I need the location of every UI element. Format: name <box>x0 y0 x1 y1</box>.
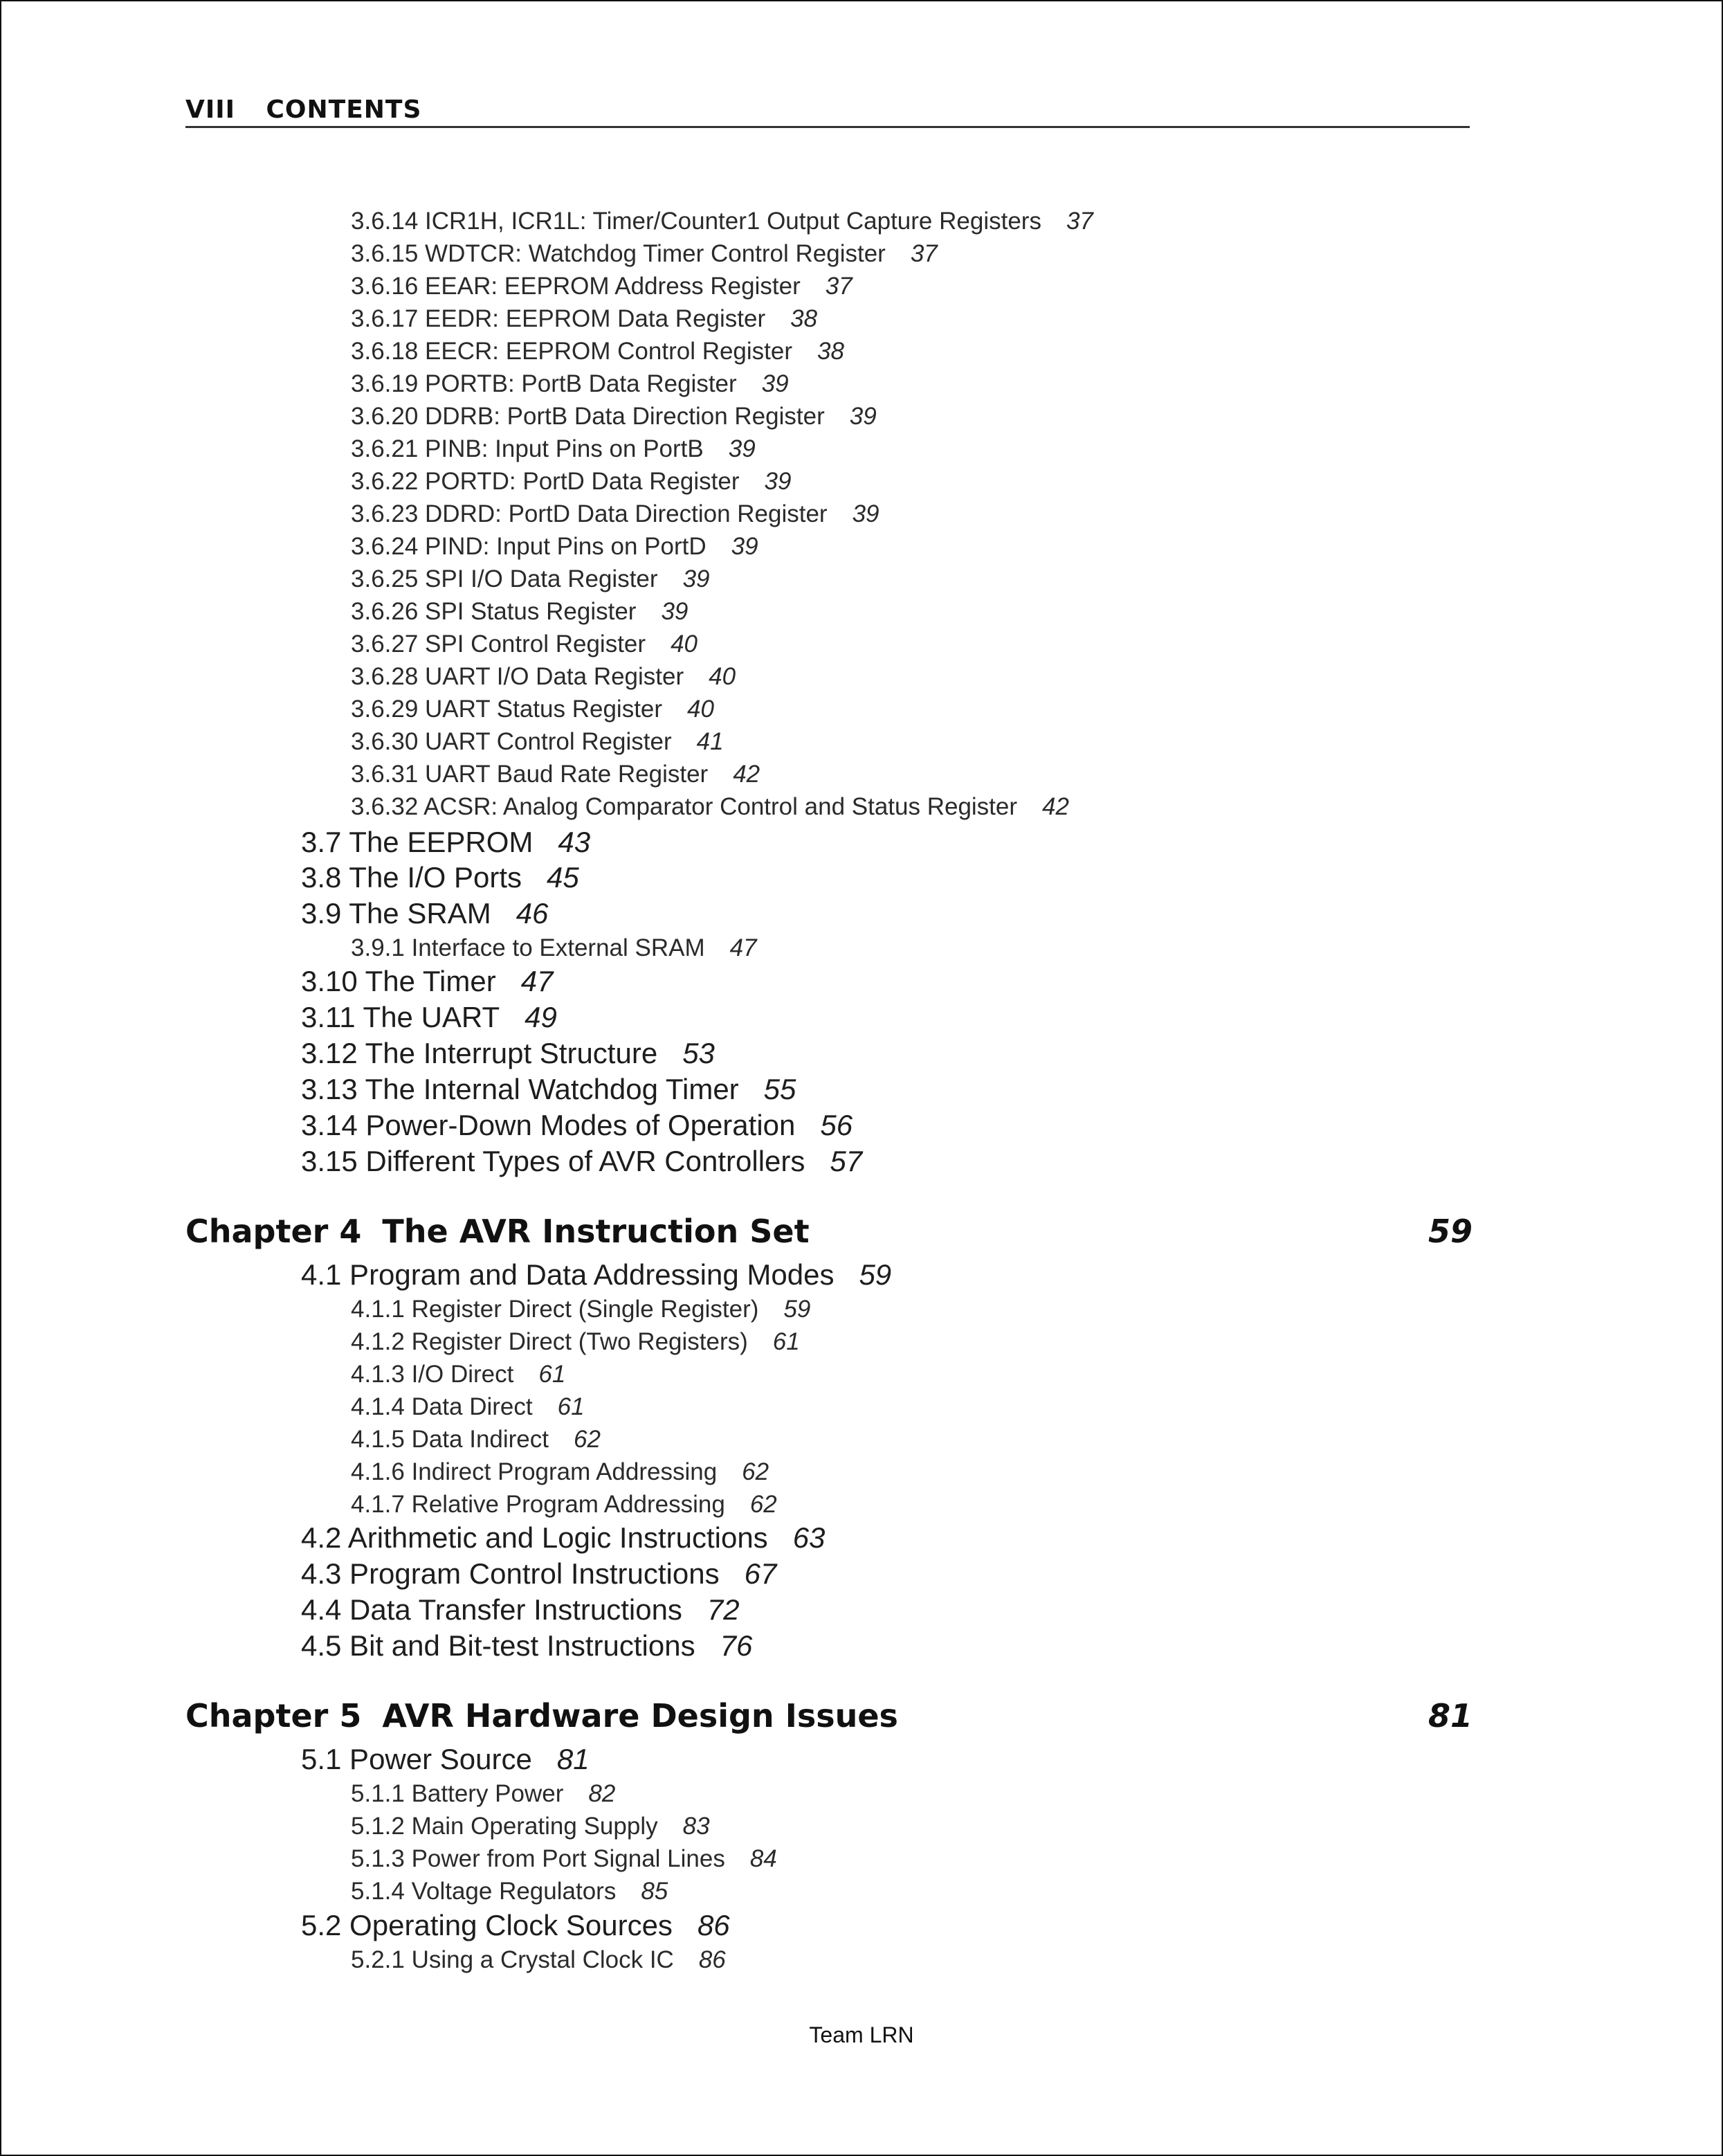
toc-entry-title: 4.1.7 Relative Program Addressing <box>351 1491 725 1518</box>
chapter-label: Chapter 5 <box>185 1697 362 1734</box>
toc-entry-title: 3.6.26 SPI Status Register <box>351 598 637 625</box>
toc-entry-page: 37 <box>910 240 938 267</box>
toc-entry-title: 3.6.22 PORTD: PortD Data Register <box>351 468 740 495</box>
toc-entry-page: 63 <box>792 1521 826 1554</box>
toc-entry[interactable] <box>301 897 548 930</box>
toc-entry[interactable] <box>301 1037 715 1070</box>
toc-entry[interactable] <box>351 696 714 723</box>
toc-entry-page: 86 <box>697 1909 730 1941</box>
toc-entry[interactable] <box>301 1145 862 1178</box>
toc-entry-title: 3.6.31 UART Baud Rate Register <box>351 761 709 788</box>
toc-entry-title: 3.6.30 UART Control Register <box>351 728 672 755</box>
toc-entry-title: 5.1.2 Main Operating Supply <box>351 1813 658 1840</box>
toc-entry[interactable] <box>301 861 579 894</box>
toc-entry-title: 3.6.32 ACSR: Analog Comparator Control and Status Register <box>351 793 1018 820</box>
toc-entry[interactable] <box>351 370 789 398</box>
toc-entry[interactable] <box>351 1296 810 1323</box>
toc-entry-title: 5.1.1 Battery Power <box>351 1780 564 1807</box>
toc-entry-title: 4.1.6 Indirect Program Addressing <box>351 1458 718 1485</box>
toc-entry-title: 3.12 The Interrupt Structure <box>301 1037 658 1069</box>
toc-entry[interactable] <box>351 273 853 300</box>
toc-entry-page: 39 <box>661 598 689 625</box>
chapter-page: 81 <box>1428 1697 1473 1734</box>
toc-entry-page: 39 <box>728 435 756 462</box>
chapter-title: The AVR Instruction Set <box>382 1213 810 1250</box>
toc-entry[interactable] <box>351 1458 769 1486</box>
toc-entry[interactable] <box>351 1393 585 1421</box>
toc-entry[interactable] <box>351 533 758 561</box>
toc-entry-page: 39 <box>764 468 792 495</box>
chapter-heading[interactable] <box>185 1213 1473 1250</box>
header-title: CONTENTS <box>266 96 422 124</box>
toc-entry-title: 3.10 The Timer <box>301 965 496 997</box>
toc-entry[interactable] <box>351 793 1069 821</box>
toc-entry-title: 3.15 Different Types of AVR Controllers <box>301 1145 805 1177</box>
toc-entry-page: 62 <box>574 1426 601 1453</box>
toc-entry-page: 40 <box>671 631 698 658</box>
toc-entry[interactable] <box>351 1845 777 1873</box>
toc-entry-title: 4.1.4 Data Direct <box>351 1393 533 1420</box>
toc-entry-title: 3.14 Power-Down Modes of Operation <box>301 1109 796 1141</box>
toc-entry-page: 81 <box>556 1743 590 1775</box>
toc-entry-page: 76 <box>720 1629 753 1662</box>
toc-entry-title: 3.6.27 SPI Control Register <box>351 631 646 658</box>
footer-credit: Team LRN <box>809 2022 914 2047</box>
toc-entry-page: 39 <box>852 500 879 527</box>
toc-entry-title: 3.6.25 SPI I/O Data Register <box>351 565 658 592</box>
toc-entry-page: 43 <box>558 826 591 858</box>
toc-entry-page: 39 <box>731 533 758 560</box>
toc-entry[interactable] <box>351 435 756 463</box>
toc-entry[interactable] <box>351 338 844 365</box>
toc-entry-title: 3.6.21 PINB: Input Pins on PortB <box>351 435 704 462</box>
chapter-label: Chapter 4 <box>185 1213 362 1250</box>
toc-entry[interactable] <box>351 631 698 658</box>
toc-entry-page: 57 <box>830 1145 863 1177</box>
toc-entry-page: 83 <box>682 1813 710 1840</box>
toc-entry[interactable] <box>351 1426 601 1453</box>
toc-entry[interactable] <box>301 1073 796 1106</box>
toc-entry-title: 3.7 The EEPROM <box>301 826 534 858</box>
toc-entry-page: 59 <box>859 1258 892 1291</box>
toc-entry-page: 67 <box>744 1557 777 1590</box>
toc-entry-title: 4.1.1 Register Direct (Single Register) <box>351 1296 759 1323</box>
toc-entry[interactable] <box>301 826 590 859</box>
toc-entry[interactable] <box>351 1878 668 1905</box>
toc-entry[interactable] <box>301 1629 752 1663</box>
toc-entry-title: 4.1 Program and Data Addressing Modes <box>301 1258 835 1291</box>
toc-entry[interactable] <box>351 1328 800 1356</box>
toc-entry-page: 55 <box>763 1073 796 1105</box>
toc-entry-page: 61 <box>557 1393 585 1420</box>
toc-entry-page: 82 <box>588 1780 616 1807</box>
toc-entry-page: 53 <box>682 1037 715 1069</box>
toc-entry[interactable] <box>351 663 736 691</box>
toc-entry-page: 40 <box>687 696 714 723</box>
toc-entry-page: 86 <box>698 1946 726 1973</box>
toc-entry-title: 4.2 Arithmetic and Logic Instructions <box>301 1521 768 1554</box>
toc-entry-title: 3.6.23 DDRD: PortD Data Direction Register <box>351 500 828 527</box>
toc-entry-title: 4.1.3 I/O Direct <box>351 1361 514 1388</box>
toc-entry-page: 40 <box>709 663 736 690</box>
toc-entry[interactable] <box>351 598 688 626</box>
toc-entry-title: 4.1.5 Data Indirect <box>351 1426 549 1453</box>
toc-entry[interactable] <box>351 1361 565 1388</box>
toc-entry-title: 4.3 Program Control Instructions <box>301 1557 720 1590</box>
page-number-roman: VIII <box>185 96 236 124</box>
toc-entry-page: 59 <box>783 1296 811 1323</box>
toc-entry-title: 5.2 Operating Clock Sources <box>301 1909 673 1941</box>
toc-entry[interactable] <box>351 468 791 496</box>
toc-entry[interactable] <box>351 934 757 962</box>
toc-entry-title: 5.2.1 Using a Crystal Clock IC <box>351 1946 674 1973</box>
toc-entry-page: 61 <box>772 1328 800 1355</box>
toc-entry-title: 3.8 The I/O Ports <box>301 861 522 894</box>
toc-entry-page: 56 <box>820 1109 853 1141</box>
toc-entry-title: 4.1.2 Register Direct (Two Registers) <box>351 1328 748 1355</box>
chapter-heading[interactable] <box>185 1697 1473 1734</box>
toc-entry[interactable] <box>351 1491 777 1519</box>
toc-entry-title: 5.1 Power Source <box>301 1743 532 1775</box>
toc-entry-title: 3.6.17 EEDR: EEPROM Data Register <box>351 305 766 332</box>
toc-entry[interactable] <box>351 500 879 528</box>
toc-entry-page: 42 <box>1042 793 1069 820</box>
toc-entry-page: 46 <box>516 897 549 930</box>
toc-entry[interactable] <box>351 761 760 788</box>
toc-entry-title: 3.13 The Internal Watchdog Timer <box>301 1073 739 1105</box>
toc-entry-page: 85 <box>641 1878 668 1905</box>
toc-entry-title: 3.6.18 EECR: EEPROM Control Register <box>351 338 793 365</box>
toc-entry-title: 4.5 Bit and Bit-test Instructions <box>301 1629 695 1662</box>
toc-entry-page: 47 <box>520 965 554 997</box>
toc-entry[interactable] <box>351 565 710 593</box>
toc-entry-page: 37 <box>825 273 853 300</box>
toc-entry[interactable] <box>301 1909 730 1942</box>
toc-entry-title: 3.6.19 PORTB: PortB Data Register <box>351 370 737 397</box>
toc-entry-page: 45 <box>547 861 579 894</box>
toc-entry-title: 3.6.16 EEAR: EEPROM Address Register <box>351 273 801 300</box>
toc-entry-page: 49 <box>525 1001 557 1033</box>
toc-entry[interactable] <box>351 403 877 431</box>
toc-entry[interactable] <box>301 1743 590 1776</box>
toc-entry-page: 38 <box>817 338 844 365</box>
toc-entry-title: 3.11 The UART <box>301 1001 500 1033</box>
toc-entry-page: 84 <box>749 1845 777 1872</box>
toc-entry[interactable] <box>351 305 817 333</box>
toc-entry-title: 3.9 The SRAM <box>301 897 491 930</box>
toc-entry-page: 47 <box>729 934 757 961</box>
toc-entry-title: 5.1.4 Voltage Regulators <box>351 1878 617 1905</box>
toc-entry-title: 3.6.29 UART Status Register <box>351 696 663 723</box>
toc-entry[interactable] <box>301 1258 891 1292</box>
toc-entry-page: 41 <box>696 728 724 755</box>
toc-entry-title: 3.9.1 Interface to External SRAM <box>351 934 705 961</box>
toc-entry-page: 62 <box>749 1491 777 1518</box>
chapter-page: 59 <box>1428 1213 1473 1250</box>
toc-entry-title: 5.1.3 Power from Port Signal Lines <box>351 1845 725 1872</box>
toc-entry-page: 39 <box>761 370 789 397</box>
toc-entry[interactable] <box>301 1109 853 1142</box>
toc-entry[interactable] <box>351 240 938 268</box>
toc-entry[interactable] <box>351 1946 726 1974</box>
toc-entry-page: 37 <box>1066 208 1093 235</box>
toc-entry-page: 38 <box>790 305 818 332</box>
toc-entry[interactable] <box>301 965 553 998</box>
toc-entry[interactable] <box>301 1557 776 1591</box>
toc-entry[interactable] <box>301 1521 825 1555</box>
toc-entry-title: 3.6.24 PIND: Input Pins on PortD <box>351 533 706 560</box>
toc-entry[interactable] <box>351 1813 710 1840</box>
toc-entry-title: 3.6.28 UART I/O Data Register <box>351 663 684 690</box>
chapter-title: AVR Hardware Design Issues <box>382 1697 898 1734</box>
toc-entry-title: 4.4 Data Transfer Instructions <box>301 1593 682 1626</box>
toc-entry-page: 61 <box>538 1361 566 1388</box>
toc-entry-page: 72 <box>706 1593 740 1626</box>
toc-entry-page: 42 <box>733 761 760 788</box>
toc-entry[interactable] <box>351 1780 615 1808</box>
toc-entry[interactable] <box>301 1593 740 1627</box>
toc-entry-title: 3.6.15 WDTCR: Watchdog Timer Control Register <box>351 240 886 267</box>
toc-entry-page: 39 <box>849 403 877 430</box>
toc-entry-page: 39 <box>682 565 710 592</box>
toc-entry[interactable] <box>351 728 724 756</box>
toc-entry[interactable] <box>301 1001 557 1034</box>
toc-entry-title: 3.6.20 DDRB: PortB Data Direction Register <box>351 403 825 430</box>
toc-entry-title: 3.6.14 ICR1H, ICR1L: Timer/Counter1 Output Capture Registers <box>351 208 1041 235</box>
toc-entry-page: 62 <box>742 1458 769 1485</box>
toc-entry[interactable] <box>351 208 1093 235</box>
